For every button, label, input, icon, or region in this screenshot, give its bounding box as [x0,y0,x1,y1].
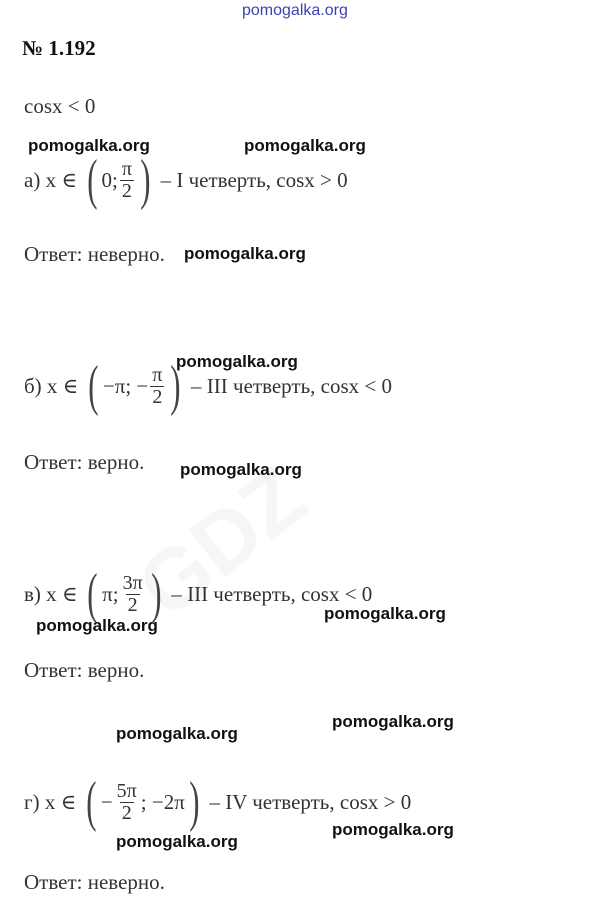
item-g-line [24,772,411,832]
interval-left: − [100,789,113,814]
item-label: а) x ∈ [24,167,77,192]
interval-left: 0; [101,167,118,192]
right-paren: ) [150,563,162,625]
watermark: pomogalka.org [180,460,302,479]
left-paren: ( [88,355,99,417]
answer-a: Ответ: неверно. [24,242,165,266]
watermark: pomogalka.org [332,712,454,731]
item-v-line [24,564,372,624]
left-paren: ( [87,149,98,211]
right-paren: ) [170,355,181,417]
item-b-line [24,356,392,416]
item-label: в) x ∈ [24,581,78,606]
fraction [115,781,139,824]
interval-left: π; [102,581,119,606]
watermark: pomogalka.org [116,832,238,851]
condition: cosx < 0 [24,94,96,118]
right-paren: ) [140,149,151,211]
numerator: π [152,363,163,386]
right-paren: ) [188,771,200,833]
watermark: pomogalka.org [116,724,238,743]
fraction [150,365,164,408]
numerator: 3π [122,571,143,594]
interval-left: −π; − [102,373,149,398]
denominator: 2 [121,801,132,824]
answer-g: Ответ: неверно. [24,870,165,894]
quarter-text: – I четверть, cosx > 0 [160,167,348,192]
numerator: π [121,157,132,180]
watermark-top: pomogalka.org [242,2,348,19]
watermark: pomogalka.org [184,244,306,263]
watermark: pomogalka.org [324,604,446,623]
watermark: pomogalka.org [244,136,366,155]
fraction [121,573,145,616]
left-paren: ( [86,771,97,833]
quarter-text: – III четверть, cosx < 0 [171,581,373,606]
watermark: pomogalka.org [28,136,150,155]
item-a-line [24,150,348,210]
answer-v: Ответ: верно. [24,658,145,682]
watermark: pomogalka.org [332,820,454,839]
denominator: 2 [152,385,163,408]
item-label: б) x ∈ [24,373,79,398]
item-label: г) x ∈ [24,789,77,814]
answer-b: Ответ: верно. [24,450,145,474]
interval-right: ; −2π [140,789,185,814]
quarter-text: – IV четверть, cosx > 0 [209,789,412,814]
watermark: pomogalka.org [176,352,298,371]
denominator: 2 [121,179,132,202]
fraction [120,159,134,202]
quarter-text: – III четверть, cosx < 0 [191,373,392,398]
problem-number: № 1.192 [22,36,96,60]
denominator: 2 [127,593,138,616]
numerator: 5π [116,779,137,802]
left-paren: ( [87,563,98,625]
watermark: pomogalka.org [36,616,158,635]
